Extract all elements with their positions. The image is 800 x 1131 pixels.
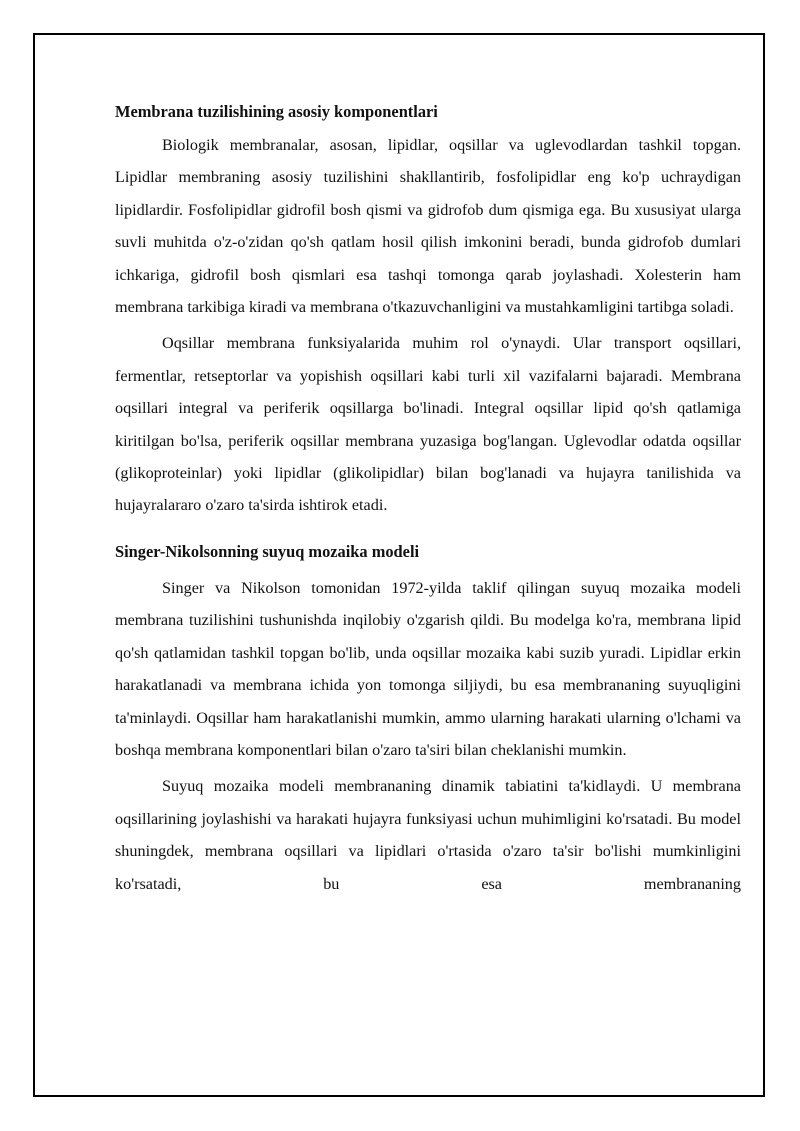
- section-heading-membrane-components: Membrana tuzilishining asosiy komponentlari: [115, 102, 438, 121]
- section-heading-fluid-mosaic-model: Singer-Nikolsonning suyuq mozaika modeli: [115, 541, 420, 561]
- paragraph: Biologik membranalar, asosan, lipidlar, oqsillar va uglevodlardan tashkil topgan. Lipidlar membraning asosiy tuzilishini shakllantirib, fosfolipidlar eng ko'p uchraydigan lipidlardir. Fosfolipidlar gidrofil bosh qismi va gidrofob dum qismiga ega. Bu xususiyat ularga suvli muhitda o'z-o'zidan qo'sh qatlam hosil qilish imkonini beradi, bunda gidrofob dumlari ichkariga, gidrofil bosh qismlari esa tashqi tomonga qarab joylashadi. Xolesterin ham membrana tarkibiga kiradi va membrana o'tkazuvchanligini va mustahkamligini tartibga soladi.: [115, 136, 741, 317]
- document-body: [115, 96, 741, 900]
- paragraph: Singer va Nikolson tomonidan 1972-yilda taklif qilingan suyuq mozaika modeli membrana tuzilishini tushunishda inqilobiy o'zgarish qildi. Bu modelga ko'ra, membrana lipid qo'sh qatlamidan tashkil topgan bo'lib, unda oqsillar mozaika kabi suzib yuradi. Lipidlar erkin harakatlanadi va membrana ichida yon tomonga siljiydi, bu esa membrananing suyuqligini ta'minlaydi. Oqsillar ham harakatlanishi mumkin, ammo ularning harakati ularning o'lchami va boshqa membrana komponentlari bilan o'zaro ta'siri bilan cheklanishi mumkin.: [115, 578, 741, 759]
- paragraph: Suyuq mozaika modeli membrananing dinamik tabiatini ta'kidlaydi. U membrana oqsillarining joylashishi va harakati hujayra funksiyasi uchun muhimligini ko'rsatadi. Bu model shuningdek, membrana oqsillari va lipidlari o'rtasida o'zaro ta'sir bo'lishi mumkinligini ko'rsatadi, bu esa membrananing: [115, 777, 741, 893]
- paragraph: Oqsillar membrana funksiyalarida muhim rol o'ynaydi. Ular transport oqsillari, fermentlar, retseptorlar va yopishish oqsillari kabi turli xil vazifalarni bajaradi. Membrana oqsillari integral va periferik oqsillarga bo'linadi. Integral oqsillar lipid qo'sh qatlamiga kiritilgan bo'lsa, periferik oqsillar membrana yuzasiga bog'langan. Uglevodlar odatda oqsillar (glikoproteinlar) yoki lipidlar (glikolipidlar) bilan bog'lanadi va hujayra tanilishida va hujayralararo o'zaro ta'sirda ishtirok etadi.: [115, 334, 741, 515]
